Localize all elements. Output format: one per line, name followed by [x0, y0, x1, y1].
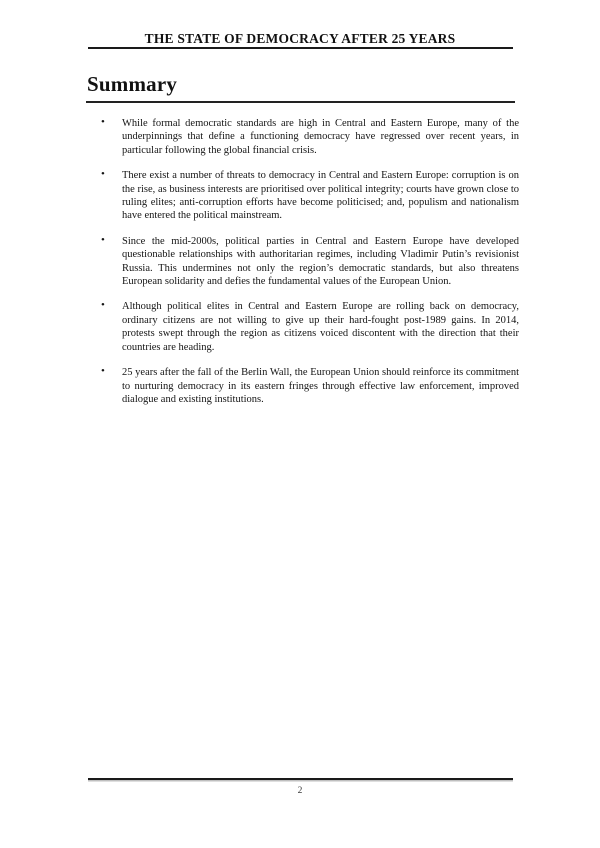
section-heading: Summary	[87, 72, 178, 96]
header-rule	[88, 47, 513, 49]
bullet-item	[100, 169, 519, 223]
page-number: 2	[297, 786, 303, 796]
bullet-text: Although political elites in Central and Eastern Europe are rolling back on democracy, ordinary citizens are not willing to give up their hard-fought post-1989 gains. In 2014, protests swept through the region as citizens voiced discontent with the direction that their countries are heading.	[122, 301, 519, 353]
bullet-text: There exist a number of threats to democracy in Central and Eastern Europe: corruption is on the rise, as business interests are prioritised over political integrity; courts have grown close to ruling elites; anti-corruption efforts have become politicised; and, populism and nationalism have entered the political mainstream.	[122, 170, 519, 222]
running-header-title: THE STATE OF DEMOCRACY AFTER 25 YEARS	[144, 31, 456, 46]
bullet-marker: •	[101, 233, 105, 246]
bullet-marker: •	[101, 168, 105, 181]
bullet-marker: •	[101, 299, 105, 312]
summary-bullet-list	[100, 117, 519, 418]
bullet-item	[100, 117, 519, 157]
bullet-text: Since the mid-2000s, political parties in Central and Eastern Europe have developed questionable relationships with authoritarian regimes, including Vladimir Putin’s revisionist Russia. This undermines not only the region’s democratic standards, but also threatens European solidarity and defies the fundamental values of the European Union.	[122, 235, 519, 288]
bullet-item	[100, 235, 519, 289]
bullet-item	[100, 300, 519, 354]
heading-rule	[86, 101, 515, 103]
bullet-text: 25 years after the fall of the Berlin Wall, the European Union should reinforce its commitment to nurturing democracy in its eastern fringes through effective law enforcement, improved dialogue and existing institutions.	[122, 367, 519, 405]
bullet-item	[100, 366, 519, 406]
bullet-marker: •	[101, 116, 105, 128]
footer-rule	[88, 778, 513, 780]
bullet-marker: •	[101, 365, 105, 378]
bullet-text: While formal democratic standards are high in Central and Eastern Europe, many of the underpinnings that define a functioning democracy have regressed over recent years, in particular following the global financial crisis.	[122, 118, 519, 156]
